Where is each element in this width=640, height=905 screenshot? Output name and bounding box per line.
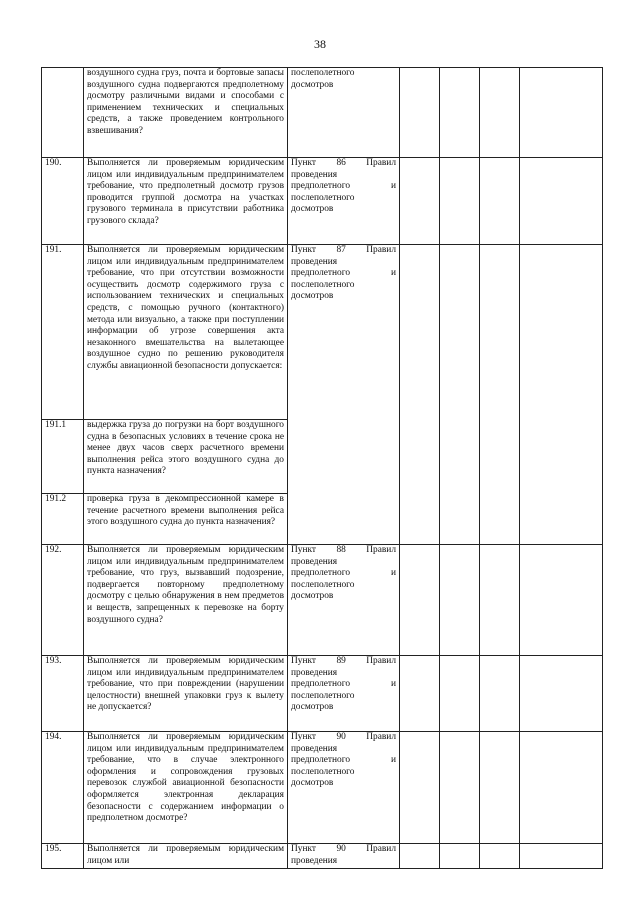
requirement-text: выдержка груза до погрузки на борт воздушного судна в безопасных условиях в течение срока не менее двух часов сверх расчетного времени выполнения рейса этого воздушного судна до пункта назначения?	[84, 420, 288, 494]
answer-yes-cell	[400, 158, 440, 245]
table-row	[42, 545, 603, 656]
answer-na-cell	[480, 158, 520, 245]
answer-na-cell	[480, 245, 520, 545]
notes-cell	[520, 245, 603, 545]
row-number: 195.	[42, 844, 84, 869]
answer-no-cell	[440, 245, 480, 545]
legal-reference: послеполетного досмотров	[288, 68, 400, 158]
legal-reference: Пункт 90 Правил проведения предполетного и послеполетного досмотров	[288, 732, 400, 844]
legal-reference: Пункт 89 Правил проведения предполетного и послеполетного досмотров	[288, 656, 400, 732]
legal-reference: Пункт 87 Правил проведения предполетного и послеполетного досмотров	[288, 245, 400, 545]
table-row	[42, 844, 603, 869]
notes-cell	[520, 545, 603, 656]
requirement-text: Выполняется ли проверяемым юридическим лицом или индивидуальным предпринимателем требование, что при отсутствии возможности осуществить досмотр содержимого груза с использованием технических и специальных средств, с помощью ручного (контактного) метода или визуально, а также при поступлении информации об угрозе совершения акта незаконного вмешательства на вылетающее воздушное судно по решению руководителя службы авиационной безопасности допускается:	[84, 245, 288, 420]
table-row	[42, 68, 603, 158]
requirement-text: Выполняется ли проверяемым юридическим лицом или индивидуальным предпринимателем требование, что груз, вызвавший подозрение, подвергается повторному предполетному досмотру с целью обнаружения в нем предметов и веществ, запрещенных к перевозке на борту воздушного судна?	[84, 545, 288, 656]
answer-yes-cell	[400, 245, 440, 545]
answer-na-cell	[480, 732, 520, 844]
answer-yes-cell	[400, 732, 440, 844]
row-number: 192.	[42, 545, 84, 656]
answer-na-cell	[480, 656, 520, 732]
row-number: 191.	[42, 245, 84, 420]
page-number: 38	[314, 37, 326, 51]
table-row	[42, 158, 603, 245]
answer-no-cell	[440, 158, 480, 245]
legal-reference: Пункт 90 Правил проведения	[288, 844, 400, 869]
checklist-table	[41, 67, 603, 869]
answer-no-cell	[440, 656, 480, 732]
answer-na-cell	[480, 68, 520, 158]
notes-cell	[520, 656, 603, 732]
answer-yes-cell	[400, 545, 440, 656]
answer-no-cell	[440, 68, 480, 158]
row-number: 191.2	[42, 494, 84, 545]
notes-cell	[520, 844, 603, 869]
notes-cell	[520, 732, 603, 844]
answer-yes-cell	[400, 844, 440, 869]
requirement-text: Выполняется ли проверяемым юридическим лицом или индивидуальным предпринимателем требование, что предполетный досмотр грузов проводится группой досмотра на участках грузового терминала в присутствии работника грузового склада?	[84, 158, 288, 245]
notes-cell	[520, 158, 603, 245]
answer-yes-cell	[400, 68, 440, 158]
notes-cell	[520, 68, 603, 158]
row-number: 194.	[42, 732, 84, 844]
legal-reference: Пункт 86 Правил проведения предполетного и послеполетного досмотров	[288, 158, 400, 245]
table-row	[42, 245, 603, 420]
row-number: 190.	[42, 158, 84, 245]
legal-reference: Пункт 88 Правил проведения предполетного и послеполетного досмотров	[288, 545, 400, 656]
table-row	[42, 732, 603, 844]
requirement-text: воздушного судна груз, почта и бортовые запасы воздушного судна подвергаются предполетному досмотру различными видами и способами с применением технических и специальных средств, а также проведением контрольного взвешивания?	[84, 68, 288, 158]
row-number: 191.1	[42, 420, 84, 494]
requirement-text: Выполняется ли проверяемым юридическим лицом или индивидуальным предпринимателем требование, что при повреждении (нарушении целостности) внешней упаковки груз к вылету не допускается?	[84, 656, 288, 732]
answer-na-cell	[480, 844, 520, 869]
requirement-text: Выполняется ли проверяемым юридическим лицом или индивидуальным предпринимателем требование, что в случае электронного оформления и сопровождения грузовых перевозок службой авиационной безопасности оформляется электронная декларация безопасности с содержанием информации о предполетном досмотре?	[84, 732, 288, 844]
row-number	[42, 68, 84, 158]
answer-yes-cell	[400, 656, 440, 732]
answer-na-cell	[480, 545, 520, 656]
row-number: 193.	[42, 656, 84, 732]
answer-no-cell	[440, 545, 480, 656]
answer-no-cell	[440, 844, 480, 869]
table-row	[42, 656, 603, 732]
requirement-text: проверка груза в декомпрессионной камере в течение расчетного времени выполнения рейса этого воздушного судна до пункта назначения?	[84, 494, 288, 545]
requirement-text: Выполняется ли проверяемым юридическим лицом или	[84, 844, 288, 869]
answer-no-cell	[440, 732, 480, 844]
